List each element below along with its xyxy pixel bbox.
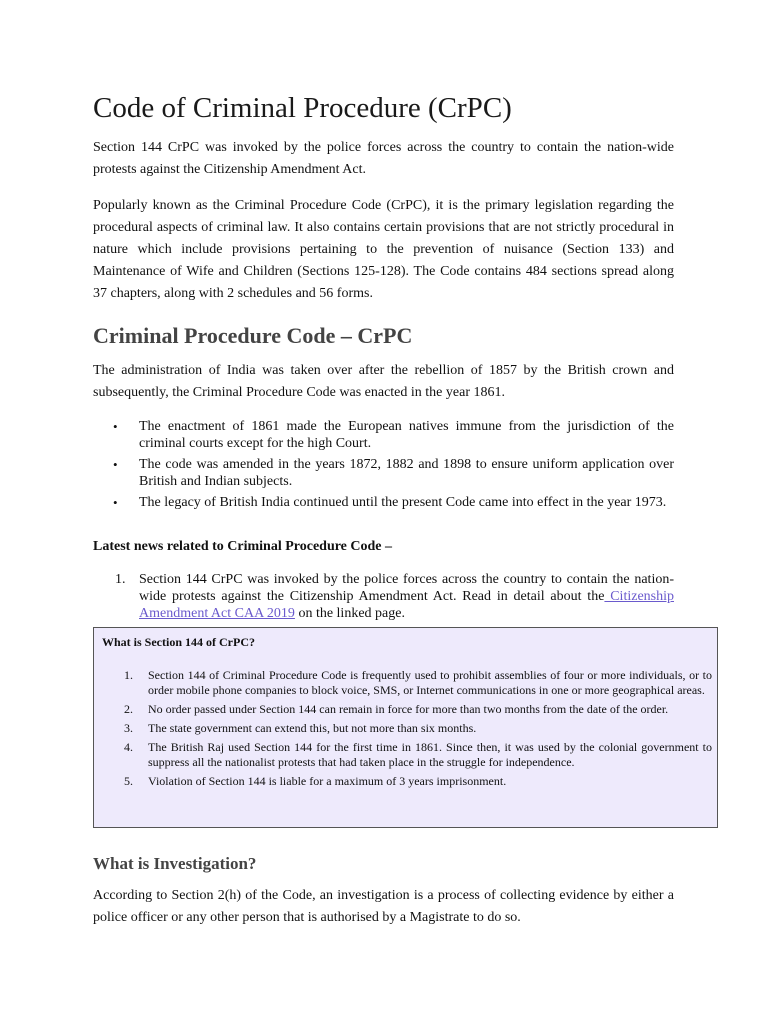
news-item-text-end: on the linked page.: [294, 606, 405, 621]
info-box-item: [102, 721, 712, 736]
info-item-text: No order passed under Section 144 can remain in force for more than two months from the date of the order.: [148, 702, 669, 716]
news-item: [93, 571, 674, 622]
latest-news-heading: Latest news related to Criminal Procedure Code –: [93, 539, 393, 554]
info-box-item: [102, 702, 712, 717]
page-title: Code of Criminal Procedure (CrPC): [93, 92, 512, 124]
caa-2019-link[interactable]: Citizenship Amendment Act CAA 2019: [139, 589, 674, 621]
info-box-list: [102, 668, 712, 793]
info-item-text: The British Raj used Section 144 for the first time in 1861. Since then, it was used by the colonial government to suppress all the nationalist protests that had taken place in the struggle for independence.: [148, 740, 712, 769]
investigation-paragraph: According to Section 2(h) of the Code, an investigation is a process of collecting evidence by either a police officer or any other person that is authorised by a Magistrate to do so.: [93, 888, 674, 925]
info-item-number: 3.: [124, 721, 133, 735]
info-box-item: [102, 668, 712, 698]
info-item-number: 2.: [124, 702, 133, 716]
info-item-number: 5.: [124, 774, 133, 788]
info-box-title: What is Section 144 of CrPC?: [102, 635, 255, 649]
section-heading: Criminal Procedure Code – CrPC: [93, 323, 413, 348]
history-bullet-list: [93, 418, 674, 515]
intro-paragraph: Section 144 CrPC was invoked by the police forces across the country to contain the nation-wide protests against the Citizenship Amendment Act.: [93, 140, 674, 177]
info-item-text: Section 144 of Criminal Procedure Code is frequently used to prohibit assemblies of four or more individuals, or to order mobile phone companies to block voice, SMS, or Internet communications in one or more geographical areas.: [148, 668, 712, 697]
bullet-item: • The code was amended in the years 1872, 1882 and 1898 to ensure uniform application over British and Indian subjects.: [93, 456, 674, 490]
bullet-item: • The enactment of 1861 made the European natives immune from the jurisdiction of the criminal courts except for the high Court.: [93, 418, 674, 452]
news-item-number: 1.: [115, 572, 126, 587]
info-item-text: Violation of Section 144 is liable for a maximum of 3 years imprisonment.: [148, 774, 507, 788]
news-item-text: Section 144 CrPC was invoked by the police forces across the country to contain the nation-wide protests against the Citizenship Amendment Act. Read in detail about the: [139, 572, 674, 604]
info-item-number: 4.: [124, 740, 133, 754]
section-144-info-box: [93, 627, 718, 828]
info-box-item: [102, 774, 712, 789]
investigation-heading: What is Investigation?: [93, 854, 257, 873]
latest-news-list: [93, 571, 674, 622]
info-item-number: 1.: [124, 668, 133, 682]
info-box-item: [102, 740, 712, 770]
history-paragraph: The administration of India was taken over after the rebellion of 1857 by the British crown and subsequently, the Criminal Procedure Code was enacted in the year 1861.: [93, 363, 674, 400]
overview-paragraph: Popularly known as the Criminal Procedure Code (CrPC), it is the primary legislation regarding the procedural aspects of criminal law. It also contains certain provisions that are not strictly procedural in nature which include provisions pertaining to the prevention of nuisance (Section 133) and Maintenance of Wife and Children (Sections 125-128). The Code contains 484 sections spread along 37 chapters, along with 2 schedules and 56 forms.: [93, 198, 674, 301]
info-item-text: The state government can extend this, but not more than six months.: [148, 721, 477, 735]
bullet-item: • The legacy of British India continued until the present Code came into effect in the year 1973.: [93, 494, 674, 511]
